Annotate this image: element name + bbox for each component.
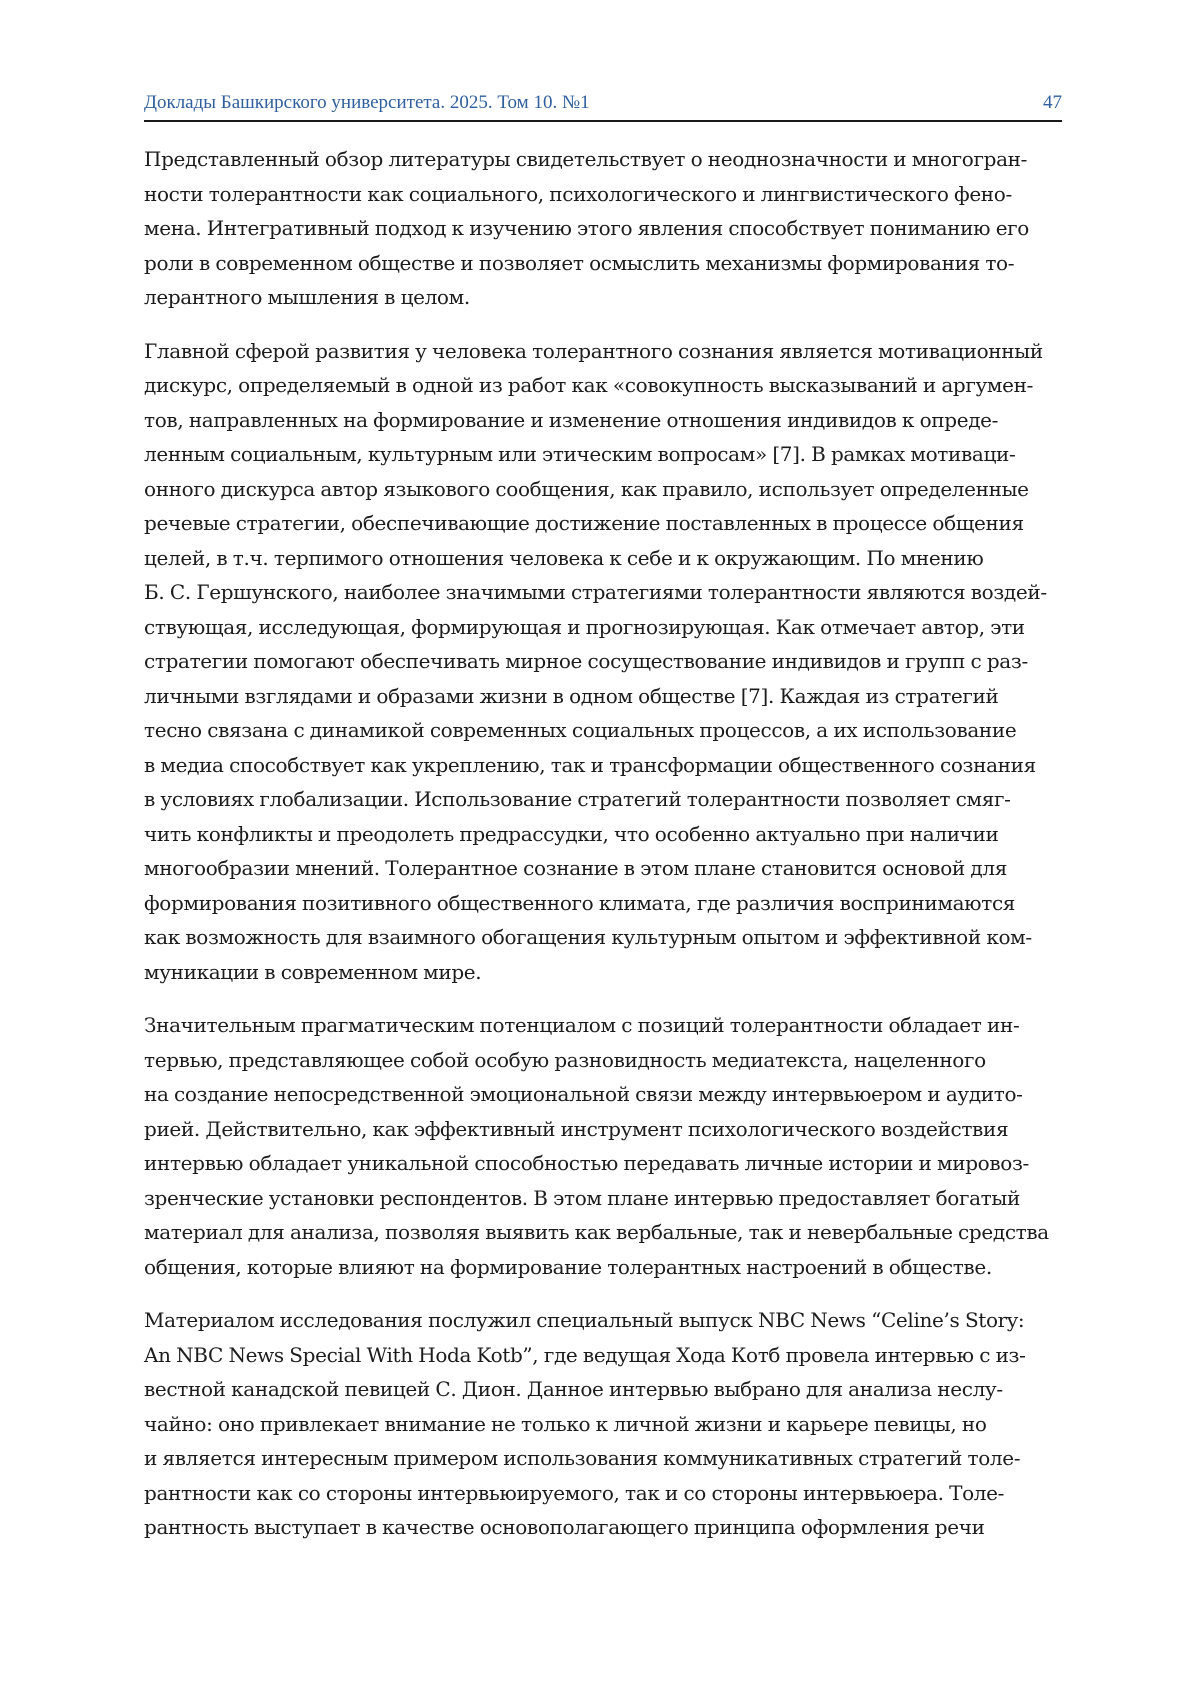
text-line: тесно связана с динамикой современных социальных процессов, а их использование xyxy=(144,713,1064,748)
text-line: Б. С. Гершунского, наиболее значимыми стратегиями толерантности являются воздей- xyxy=(144,575,1064,610)
text-line: дискурс, определяемый в одной из работ как «совокупность высказываний и аргумен- xyxy=(144,368,1064,403)
text-line: в медиа способствует как укреплению, так и трансформации общественного сознания xyxy=(144,748,1064,783)
text-line: на создание непосредственной эмоциональной связи между интервьюером и аудито- xyxy=(144,1077,1064,1112)
text-line: вестной канадской певицей С. Дион. Данное интервью выбрано для анализа неслу- xyxy=(144,1372,1064,1407)
running-header xyxy=(144,90,1062,122)
text-line: зренческие установки респондентов. В этом плане интервью предоставляет богатый xyxy=(144,1181,1064,1216)
page-number: 47 xyxy=(1043,92,1062,114)
text-line: рией. Действительно, как эффективный инструмент психологического воздействия xyxy=(144,1112,1064,1147)
text-line: тервью, представляющее собой особую разновидность медиатекста, нацеленного xyxy=(144,1043,1064,1078)
paragraph-1 xyxy=(144,142,1064,315)
text-line: стратегии помогают обеспечивать мирное сосуществование индивидов и групп с раз- xyxy=(144,644,1064,679)
text-line: Главной сферой развития у человека толерантного сознания является мотивационный xyxy=(144,334,1064,369)
document-page xyxy=(0,0,1200,1697)
text-line: многообразии мнений. Толерантное сознание в этом плане становится основой для xyxy=(144,851,1064,886)
text-line: ствующая, исследующая, формирующая и прогнозирующая. Как отмечает автор, эти xyxy=(144,610,1064,645)
text-line: рантности как со стороны интервьюируемого, так и со стороны интервьюера. Толе- xyxy=(144,1476,1064,1511)
text-line: Представленный обзор литературы свидетельствует о неоднозначности и многогран- xyxy=(144,142,1064,177)
journal-title: Доклады Башкирского университета. 2025. Том 10. №1 xyxy=(144,92,590,114)
text-line: и является интересным примером использования коммуникативных стратегий толе- xyxy=(144,1441,1064,1476)
paragraph-3 xyxy=(144,1008,1064,1284)
text-line: лерантного мышления в целом. xyxy=(144,280,1064,315)
text-line: речевые стратегии, обеспечивающие достижение поставленных в процессе общения xyxy=(144,506,1064,541)
text-line: ности толерантности как социального, психологического и лингвистического фено- xyxy=(144,177,1064,212)
text-line: муникации в современном мире. xyxy=(144,955,1064,990)
text-line: тов, направленных на формирование и изменение отношения индивидов к опреде- xyxy=(144,403,1064,438)
text-line: чить конфликты и преодолеть предрассудки, что особенно актуально при наличии xyxy=(144,817,1064,852)
text-line: материал для анализа, позволяя выявить как вербальные, так и невербальные средства xyxy=(144,1215,1064,1250)
paragraph-2 xyxy=(144,334,1064,990)
body-text xyxy=(144,142,1064,1564)
text-line: онного дискурса автор языкового сообщения, как правило, использует определенные xyxy=(144,472,1064,507)
text-line: Материалом исследования послужил специальный выпуск NBC News “Celine’s Story: xyxy=(144,1303,1064,1338)
text-line: ленным социальным, культурным или этическим вопросам» [7]. В рамках мотиваци- xyxy=(144,437,1064,472)
text-line: роли в современном обществе и позволяет осмыслить механизмы формирования то- xyxy=(144,246,1064,281)
text-line: личными взглядами и образами жизни в одном обществе [7]. Каждая из стратегий xyxy=(144,679,1064,714)
text-line: Значительным прагматическим потенциалом с позиций толерантности обладает ин- xyxy=(144,1008,1064,1043)
text-line: рантность выступает в качестве основополагающего принципа оформления речи xyxy=(144,1510,1064,1545)
text-line: чайно: оно привлекает внимание не только к личной жизни и карьере певицы, но xyxy=(144,1407,1064,1442)
text-line: формирования позитивного общественного климата, где различия воспринимаются xyxy=(144,886,1064,921)
paragraph-4 xyxy=(144,1303,1064,1545)
text-line: мена. Интегративный подход к изучению этого явления способствует пониманию его xyxy=(144,211,1064,246)
text-line: An NBC News Special With Hoda Kotb”, где ведущая Хода Котб провела интервью с из- xyxy=(144,1338,1064,1373)
text-line: интервью обладает уникальной способностью передавать личные истории и мировоз- xyxy=(144,1146,1064,1181)
text-line: в условиях глобализации. Использование стратегий толерантности позволяет смяг- xyxy=(144,782,1064,817)
text-line: общения, которые влияют на формирование толерантных настроений в обществе. xyxy=(144,1250,1064,1285)
text-line: как возможность для взаимного обогащения культурным опытом и эффективной ком- xyxy=(144,920,1064,955)
text-line: целей, в т.ч. терпимого отношения человека к себе и к окружающим. По мнению xyxy=(144,541,1064,576)
